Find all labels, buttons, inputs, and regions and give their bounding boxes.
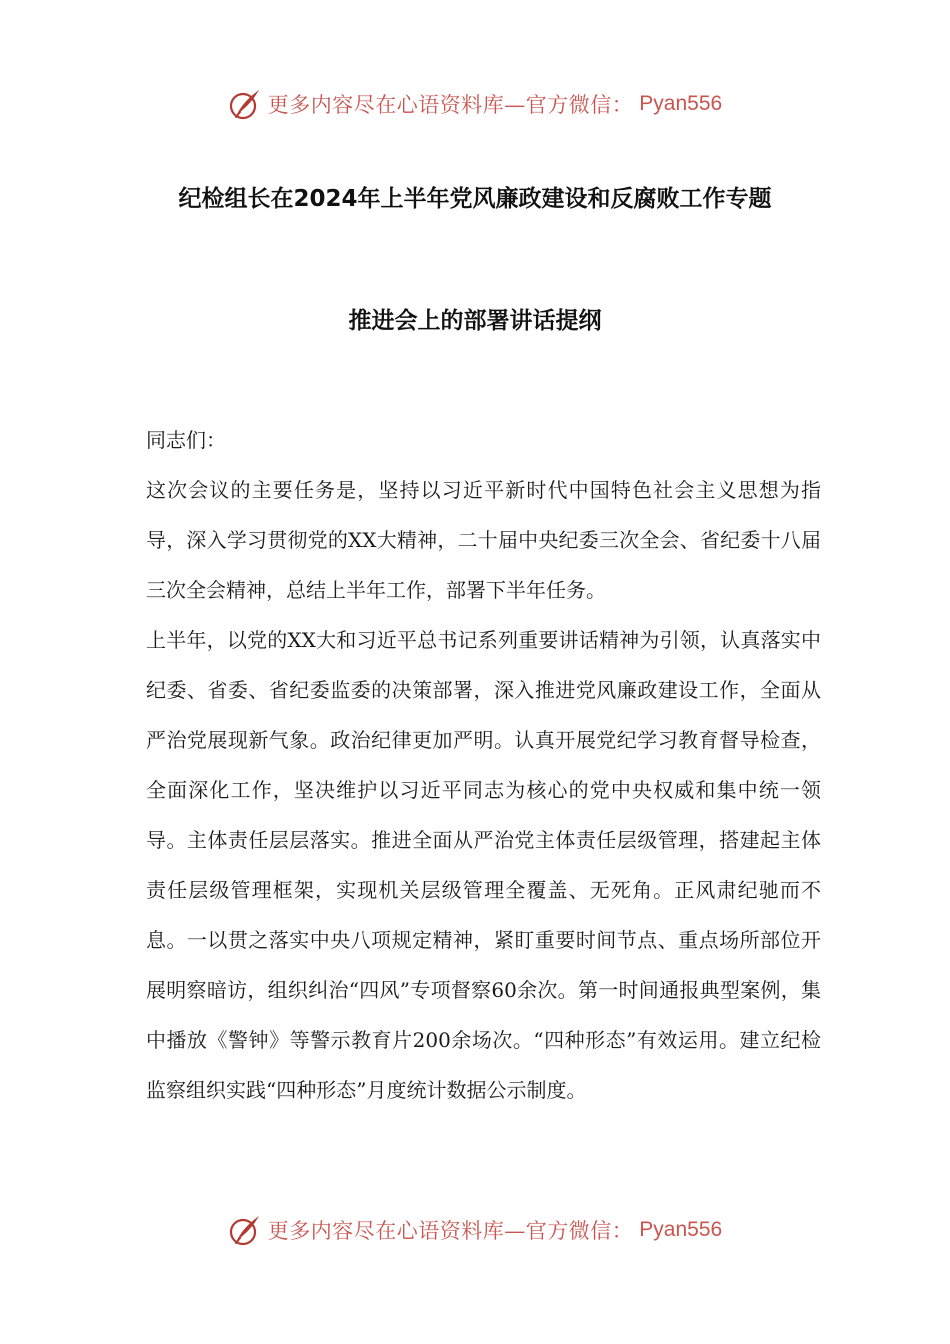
document-title-line-1: 纪检组长在2024年上半年党风廉政建设和反腐败工作专题 — [178, 186, 772, 212]
watermark-text: 更多内容尽在心语资料库—官方微信： — [267, 93, 634, 117]
watermark-handle: Pyan556 — [639, 1218, 723, 1241]
header-watermark — [0, 84, 950, 124]
watermark-handle: Pyan556 — [639, 92, 723, 115]
document-body — [146, 415, 821, 1115]
document-title-line-2: 推进会上的部署讲话提纲 — [348, 308, 602, 334]
paragraph: 这次会议的主要任务是，坚持以习近平新时代中国特色社会主义思想为指导，深入学习贯彻党的XX大精神，二十届中央纪委三次全会、省纪委十八届三次全会精神，总结上半年工作，部署下半年任务。 — [146, 478, 821, 602]
salutation: 同志们： — [146, 428, 226, 452]
quill-pen-logo-icon — [228, 87, 262, 121]
paragraph: 上半年，以党的XX大和习近平总书记系列重要讲话精神为引领，认真落实中纪委、省委、省纪委监委的决策部署，深入推进党风廉政建设工作，全面从严治党展现新气象。政治纪律更加严明。认真开展党纪学习教育督导检查，全面深化工作，坚决维护以习近平同志为核心的党中央权威和集中统一领导。主体责任层层落实。推进全面从严治党主体责任层级管理，搭建起主体责任层级管理框架，实现机关层级管理全覆盖、无死角。正风肃纪驰而不息。一以贯之落实中央八项规定精神，紧盯重要时间节点、重点场所部位开展明察暗访，组织纠治“四风”专项督察60余次。第一时间通报典型案例，集中播放《警钟》等警示教育片200余场次。“四种形态”有效运用。建立纪检监察组织实践“四种形态”月度统计数据公示制度。 — [146, 628, 821, 1102]
quill-pen-logo-icon — [228, 1213, 262, 1247]
watermark-text: 更多内容尽在心语资料库—官方微信： — [267, 1219, 634, 1243]
footer-watermark — [0, 1210, 950, 1250]
